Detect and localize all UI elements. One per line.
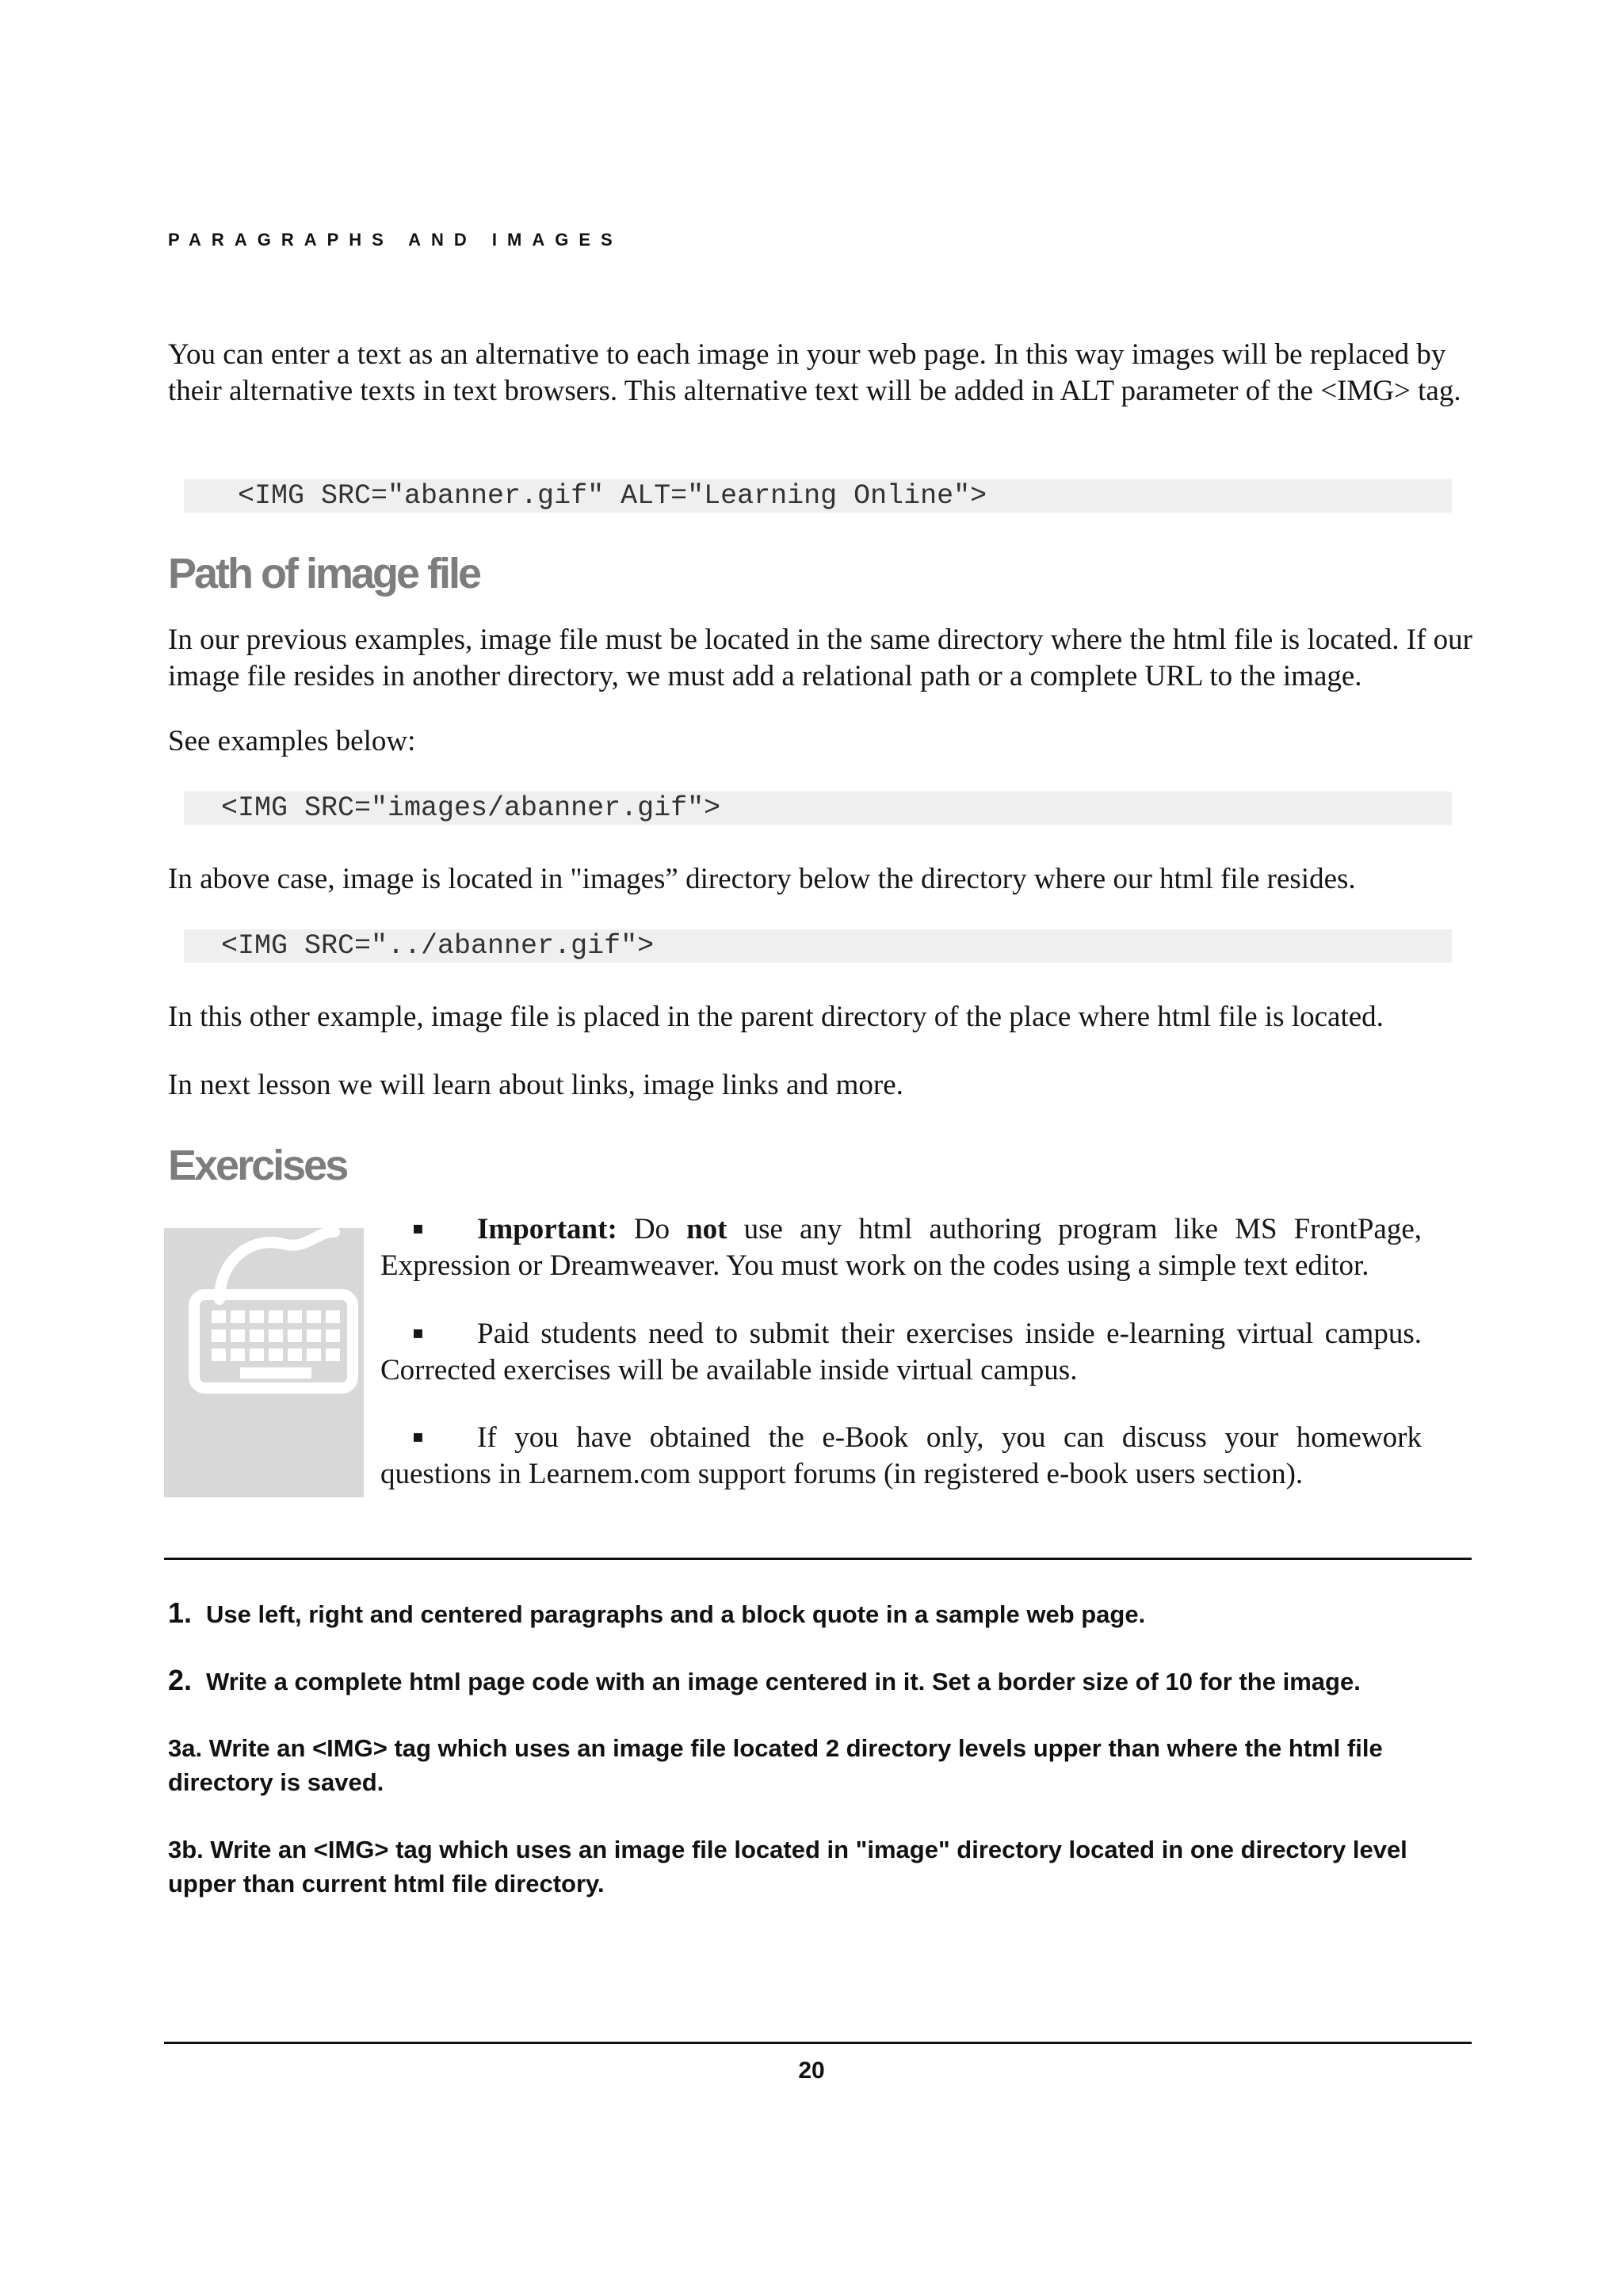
exercise-number: 3b. [168, 1836, 204, 1863]
important-label: Important: [477, 1213, 617, 1245]
code-block-parent-dir [184, 929, 1452, 963]
bullet-glyph: ▪ [412, 1219, 424, 1238]
note-text: If you have obtained the e-Book only, you can discuss your homework questions in Learnem.com support forums (in registered e-book users section). [380, 1421, 1422, 1490]
exercise-item [168, 1833, 1476, 1901]
exercise-number: 2. [168, 1664, 193, 1696]
divider-top [164, 1558, 1472, 1560]
exercise-item [168, 1663, 1476, 1699]
page-number: 20 [798, 2058, 825, 2084]
exercise-item [168, 1596, 1476, 1631]
exercise-note-important [380, 1211, 1422, 1284]
code-line: <IMG SRC="../abanner.gif"> [221, 930, 655, 962]
bullet-glyph: ▪ [412, 1323, 424, 1343]
note-text: Do [617, 1213, 687, 1245]
path-intro-paragraph: In our previous examples, image file must be located in the same directory where the html file is located. If our image file resides in another directory, we must add a relational path or a complete URL to the image. [168, 624, 1472, 692]
exercise-number: 3a. [168, 1734, 203, 1762]
divider-bottom [164, 2042, 1472, 2044]
running-header: PARAGRAPHS AND IMAGES [168, 230, 623, 250]
bullet-glyph: ▪ [412, 1427, 424, 1447]
explain-parent-dir: In this other example, image file is placed in the parent directory of the place where html file is located. [168, 1001, 1384, 1033]
exercise-number: 1. [168, 1596, 193, 1629]
note-text: use any html authoring program like MS FrontPage, Expression or Dreamweaver. You must work on the codes using a simple text editor. [380, 1213, 1422, 1282]
code-line: <IMG SRC="abanner.gif" ALT="Learning Online"> [238, 480, 987, 512]
see-examples-text: See examples below: [168, 725, 416, 757]
explain-images-dir: In above case, image is located in "images” directory below the directory where our html file resides. [168, 863, 1356, 895]
code-block-alt [184, 479, 1452, 513]
alt-text-paragraph: You can enter a text as an alternative to each image in your web page. In this way images will be replaced by their alternative texts in text browsers. This alternative text will be added in ALT parameter of the <IMG> tag. [168, 338, 1461, 407]
exercise-text: Write a complete html page code with an image centered in it. Set a border size of 10 for the image. [206, 1668, 1361, 1695]
section-heading-path: Path of image file [168, 550, 480, 597]
section-heading-exercises: Exercises [168, 1142, 347, 1189]
note-text: Paid students need to submit their exercises inside e-learning virtual campus. Corrected exercises will be available inside virtual campus. [380, 1318, 1422, 1386]
code-line: <IMG SRC="images/abanner.gif"> [221, 792, 721, 824]
exercise-text: Write an <IMG> tag which uses an image file located 2 directory levels upper than where the html file directory is saved. [168, 1734, 1383, 1796]
exercise-note-ebook [380, 1419, 1422, 1493]
exercise-text: Write an <IMG> tag which uses an image file located in "image" directory located in one directory level upper than current html file directory. [168, 1836, 1407, 1897]
exercise-text: Use left, right and centered paragraphs and a block quote in a sample web page. [206, 1600, 1146, 1628]
next-lesson-text: In next lesson we will learn about links, image links and more. [168, 1069, 903, 1101]
exercise-item [168, 1731, 1476, 1799]
exercise-note-paid-students [380, 1315, 1422, 1389]
emphasis-not: not [686, 1213, 727, 1245]
keyboard-icon [164, 1228, 364, 1497]
code-block-images-dir [184, 791, 1452, 825]
